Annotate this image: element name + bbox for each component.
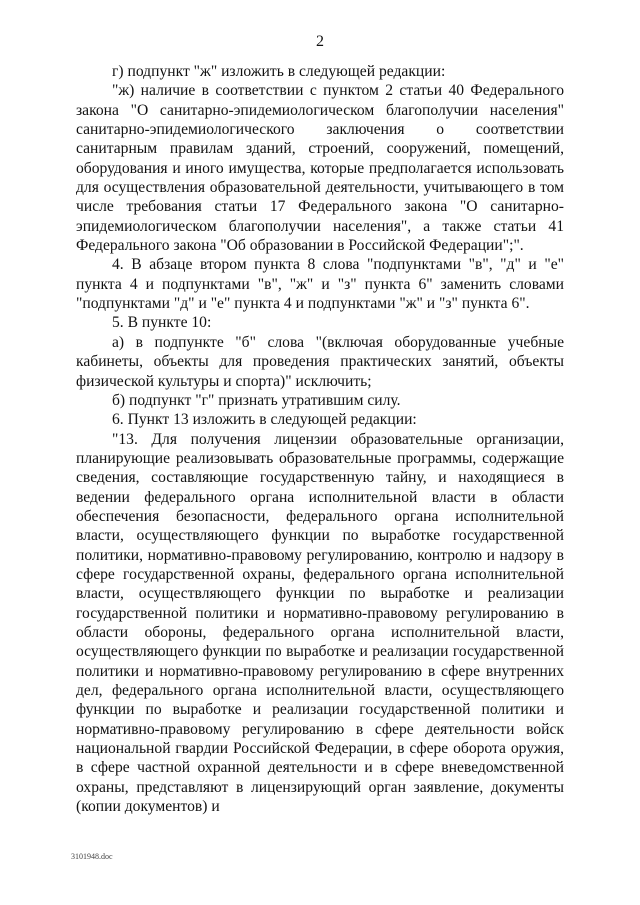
page-number: 2 [316,33,324,50]
paragraph-item-13-text: "13. Для получения лицензии образовательные организации, планирующие реализовывать образовательные программы, содержащие сведения, составляющие государственную тайну, и находящиеся в ведении федерального органа исполнительной власти в области обеспечения безопасности, федерального органа исполнительной власти, осуществляющего функции по выработке государственной политики, нормативно-правовому регулированию, контролю и надзору в сфере государственной охраны, федерального органа исполнительной власти, осуществляющего функции по выработке и реализации государственной политики и нормативно-правовому регулированию в области обороны, федерального органа исполнительной власти, осуществляющего функции по выработке и реализации государственной политики и нормативно-правовому регулированию в сфере внутренних дел, федерального органа исполнительной власти, осуществляющего функции по выработке и реализации государственной политики и нормативно-правовому регулированию в сфере деятельности войск национальной гвардии Российской Федерации, в сфере оборота оружия, в сфере частной охранной деятельности и в сфере вневедомственной охраны, представляют в лицензирующий орган заявление, документы (копии документов) и [76,430,564,816]
document-body [76,62,564,816]
paragraph-subitem-g: г) подпункт "ж" изложить в следующей редакции: [112,63,446,80]
paragraph-item-4: 4. В абзаце втором пункта 8 слова "подпунктами "в", "д" и "е" пункта 4 и подпунктами "в", "ж" и "з" пункта 6" заменить словами "подпунктами "д" и "е" пункта 4 и подпунктами "ж" и "з" пункта 6". [76,256,564,313]
paragraph-item-5-b: б) подпункт "г" признать утратившим силу. [112,391,401,409]
paragraph-item-5: 5. В пункте 10: [112,314,212,332]
paragraph-subitem-zh-text: "ж) наличие в соответствии с пунктом 2 статьи 40 Федерального закона "О санитарно-эпидемиологическом благополучии населения" санитарно-эпидемиологического заключения о соответствии санитарным правилам зданий, строений, сооружений, помещений, оборудования и иного имущества, которые предполагается использовать для осуществления образовательной деятельности, учитывающего в том числе требования статьи 17 Федерального закона "О санитарно-эпидемиологическом благополучии населения", а также статьи 41 Федерального закона "Об образовании в Российской Федерации";". [76,82,564,255]
paragraph-item-5-a: а) в подпункте "б" слова "(включая оборудованные учебные кабинеты, объекты для проведения практических занятий, объекты физической культуры и спорта)" исключить; [76,333,564,390]
paragraph-item-6: 6. Пункт 13 изложить в следующей редакции: [112,411,417,429]
footer-file-code: 3101948.doc [71,852,113,861]
